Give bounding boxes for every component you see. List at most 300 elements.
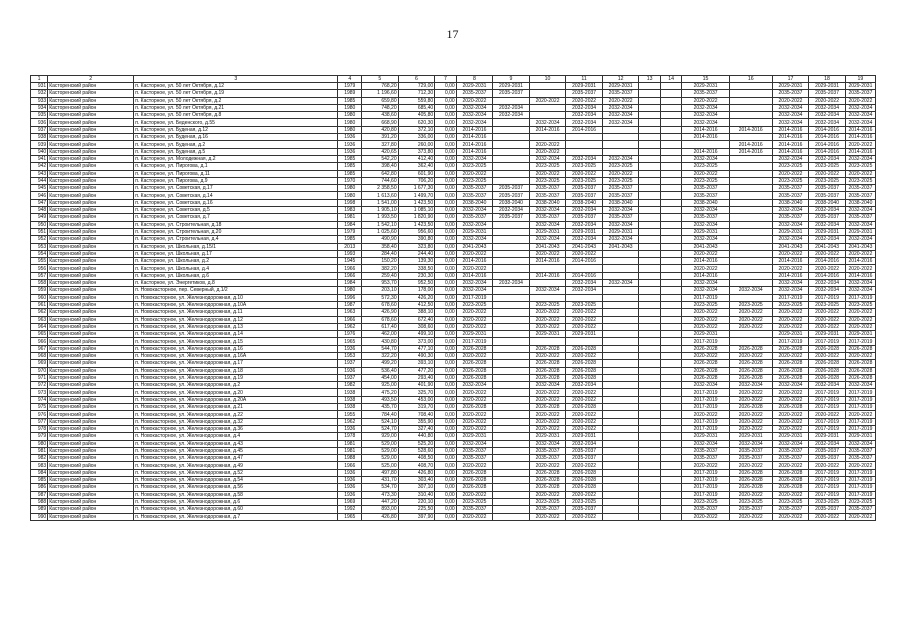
table-cell: 2038-2040 bbox=[845, 199, 875, 206]
table-cell: 2032-2034 bbox=[682, 382, 729, 389]
table-cell: п. Новокасторное, ул. Железнодорожная, д.36 bbox=[134, 425, 338, 432]
column-header: 4 bbox=[338, 76, 362, 83]
table-cell: 2017-2019 bbox=[845, 338, 875, 345]
table-cell: 929,00 bbox=[362, 433, 399, 440]
table-cell: 1 423,50 bbox=[398, 199, 435, 206]
table-cell bbox=[493, 243, 530, 250]
table-cell: 2014-2016 bbox=[456, 148, 493, 155]
table-cell bbox=[529, 104, 566, 111]
table-cell bbox=[639, 243, 661, 250]
table-cell: 2035-2037 bbox=[772, 185, 809, 192]
table-cell: 980 bbox=[31, 440, 48, 447]
table-cell: 2035-2037 bbox=[772, 90, 809, 97]
table-cell: 2020-2022 bbox=[845, 309, 875, 316]
table-cell: 150,20 bbox=[362, 258, 399, 265]
table-cell: Касторенский район bbox=[48, 250, 134, 257]
table-cell bbox=[660, 134, 682, 141]
table-cell: 2041-2043 bbox=[456, 243, 493, 250]
table-cell: 2029-2031 bbox=[809, 83, 846, 90]
table-cell: 2020-2022 bbox=[845, 170, 875, 177]
table-cell bbox=[602, 301, 639, 308]
table-cell: Касторенский район bbox=[48, 199, 134, 206]
table-cell: 979 bbox=[31, 433, 48, 440]
table-cell bbox=[660, 112, 682, 119]
table-cell: 620,30 bbox=[398, 119, 435, 126]
table-cell: 2032-2034 bbox=[602, 104, 639, 111]
table-cell: 2035-2037 bbox=[602, 192, 639, 199]
table-cell: 2020-2022 bbox=[682, 352, 729, 359]
table-cell: 2032-2034 bbox=[529, 119, 566, 126]
table-cell: 2032-2034 bbox=[845, 280, 875, 287]
table-cell: 327,80 bbox=[362, 141, 399, 148]
table-cell: 2032-2034 bbox=[602, 119, 639, 126]
table-cell: 529,00 bbox=[362, 440, 399, 447]
table-cell: 2032-2034 bbox=[809, 440, 846, 447]
table-cell: 325,70 bbox=[398, 389, 435, 396]
table-cell: 2035-2037 bbox=[529, 214, 566, 221]
table-cell: 2020-2022 bbox=[772, 309, 809, 316]
table-cell: 2020-2022 bbox=[729, 352, 772, 359]
table-cell bbox=[660, 214, 682, 221]
table-row bbox=[31, 440, 876, 447]
table-cell: 941 bbox=[31, 155, 48, 162]
table-cell: 2020-2022 bbox=[772, 462, 809, 469]
table-cell: Касторенский район bbox=[48, 396, 134, 403]
table-cell: 2020-2022 bbox=[456, 513, 493, 520]
table-cell: 2032-2034 bbox=[682, 221, 729, 228]
table-cell: Касторенский район bbox=[48, 155, 134, 162]
table-cell: 2035-2037 bbox=[845, 506, 875, 513]
table-cell: 2020-2022 bbox=[682, 309, 729, 316]
table-cell: 2020-2022 bbox=[809, 170, 846, 177]
table-cell: 2029-2031 bbox=[682, 228, 729, 235]
table-cell: 2017-2019 bbox=[845, 484, 875, 491]
table-cell: 2017-2019 bbox=[809, 477, 846, 484]
table-cell bbox=[639, 331, 661, 338]
table-cell: 373,80 bbox=[398, 148, 435, 155]
table-cell: 0,00 bbox=[435, 141, 457, 148]
table-cell: 2020-2022 bbox=[682, 513, 729, 520]
table-cell bbox=[660, 265, 682, 272]
table-cell: 2035-2037 bbox=[772, 214, 809, 221]
table-cell bbox=[660, 309, 682, 316]
table-cell: 420,80 bbox=[362, 126, 399, 133]
table-row bbox=[31, 192, 876, 199]
table-cell bbox=[602, 425, 639, 432]
table-header-row bbox=[31, 76, 876, 83]
table-cell: 955 bbox=[31, 258, 48, 265]
table-cell: 525,00 bbox=[362, 462, 399, 469]
table-cell: 2014-2016 bbox=[682, 148, 729, 155]
table-row bbox=[31, 214, 876, 221]
table-row bbox=[31, 323, 876, 330]
table-cell: 2023-2025 bbox=[529, 498, 566, 505]
table-cell: 672,40 bbox=[398, 316, 435, 323]
table-cell: 435,70 bbox=[362, 404, 399, 411]
table-cell: 308,60 bbox=[398, 323, 435, 330]
table-cell: 2035-2037 bbox=[456, 185, 493, 192]
table-cell: 2038-2040 bbox=[809, 199, 846, 206]
table-cell bbox=[660, 119, 682, 126]
table-cell: 2023-2025 bbox=[772, 177, 809, 184]
table-cell: 2020-2022 bbox=[772, 265, 809, 272]
table-cell: 1969 bbox=[338, 498, 362, 505]
table-cell: 2041-2043 bbox=[845, 243, 875, 250]
table-cell bbox=[639, 433, 661, 440]
table-cell: 2020-2022 bbox=[529, 411, 566, 418]
table-cell: 1965 bbox=[338, 338, 362, 345]
table-cell: 2026-2028 bbox=[529, 360, 566, 367]
table-cell: 2032-2034 bbox=[456, 287, 493, 294]
table-cell: 1 820,90 bbox=[398, 214, 435, 221]
table-cell bbox=[660, 404, 682, 411]
table-cell: 977 bbox=[31, 418, 48, 425]
table-cell bbox=[493, 331, 530, 338]
table-cell: п. Касторное, ул. Советская, д.7 bbox=[134, 214, 338, 221]
table-cell: 2035-2037 bbox=[566, 214, 603, 221]
table-cell: 0,00 bbox=[435, 280, 457, 287]
table-cell: 0,00 bbox=[435, 301, 457, 308]
table-cell: 2020-2022 bbox=[772, 396, 809, 403]
table-cell bbox=[682, 141, 729, 148]
table-cell: 668,90 bbox=[362, 119, 399, 126]
table-cell: 2029-2031 bbox=[845, 433, 875, 440]
table-cell bbox=[639, 141, 661, 148]
table-cell bbox=[529, 90, 566, 97]
table-cell: 2032-2034 bbox=[809, 280, 846, 287]
table-cell bbox=[639, 323, 661, 330]
table-cell: 969 bbox=[31, 360, 48, 367]
table-cell bbox=[660, 148, 682, 155]
table-cell: 2032-2034 bbox=[682, 104, 729, 111]
table-cell: 1 677,30 bbox=[398, 185, 435, 192]
table-cell: 2020-2022 bbox=[772, 411, 809, 418]
table-cell: 2023-2025 bbox=[845, 177, 875, 184]
table-cell: 2017-2019 bbox=[809, 396, 846, 403]
table-cell: 2017-2019 bbox=[772, 338, 809, 345]
table-cell: 2026-2028 bbox=[845, 367, 875, 374]
table-cell: 2020-2022 bbox=[772, 513, 809, 520]
table-cell: 1976 bbox=[338, 331, 362, 338]
table-cell: 2035-2037 bbox=[682, 447, 729, 454]
table-cell: 1980 bbox=[338, 185, 362, 192]
table-cell: 2029-2031 bbox=[566, 331, 603, 338]
table-cell bbox=[602, 309, 639, 316]
table-row bbox=[31, 301, 876, 308]
table-cell: 2032-2034 bbox=[602, 207, 639, 214]
table-cell: 2023-2025 bbox=[845, 163, 875, 170]
table-cell: 2041-2043 bbox=[566, 243, 603, 250]
table-cell bbox=[529, 294, 566, 301]
table-cell: 2014-2016 bbox=[772, 141, 809, 148]
table-cell: 934 bbox=[31, 104, 48, 111]
table-cell: 2032-2034 bbox=[809, 119, 846, 126]
table-cell: 0,00 bbox=[435, 228, 457, 235]
table-cell: 536,40 bbox=[362, 367, 399, 374]
table-cell: п. Новокасторное, ул. Железнодорожная, д.22 bbox=[134, 411, 338, 418]
table-row bbox=[31, 382, 876, 389]
table-cell bbox=[660, 104, 682, 111]
table-cell: п. Касторное, ул. Строительная, д.4 bbox=[134, 236, 338, 243]
table-cell: 2020-2022 bbox=[566, 170, 603, 177]
table-cell bbox=[660, 396, 682, 403]
table-cell: 2017-2019 bbox=[682, 477, 729, 484]
table-cell: 2035-2037 bbox=[729, 506, 772, 513]
table-cell: 2020-2022 bbox=[772, 418, 809, 425]
table-cell: 2017-2019 bbox=[772, 294, 809, 301]
table-cell: 1936 bbox=[338, 367, 362, 374]
table-cell: 2020-2022 bbox=[772, 97, 809, 104]
table-cell: 408,70 bbox=[398, 462, 435, 469]
table-cell: 1988 bbox=[338, 455, 362, 462]
table-cell: 2023-2025 bbox=[456, 163, 493, 170]
table-cell bbox=[660, 477, 682, 484]
table-cell: 2029-2031 bbox=[845, 228, 875, 235]
table-cell: 2014-2016 bbox=[729, 148, 772, 155]
table-cell bbox=[729, 97, 772, 104]
table-cell: 2020-2022 bbox=[809, 265, 846, 272]
table-cell: п. Касторное, ул. Пирогова, д.1 bbox=[134, 163, 338, 170]
table-cell: 2026-2028 bbox=[529, 367, 566, 374]
table-row bbox=[31, 250, 876, 257]
table-cell: 2026-2028 bbox=[456, 469, 493, 476]
table-cell: 0,00 bbox=[435, 90, 457, 97]
table-cell: 1985 bbox=[338, 236, 362, 243]
table-cell bbox=[493, 513, 530, 520]
table-cell bbox=[639, 83, 661, 90]
table-row bbox=[31, 469, 876, 476]
table-cell bbox=[493, 425, 530, 432]
table-cell bbox=[660, 484, 682, 491]
table-cell: 0,00 bbox=[435, 112, 457, 119]
table-cell: п. Новокасторное, ул. Железнодорожная, д.16А bbox=[134, 352, 338, 359]
table-cell: 2017-2019 bbox=[456, 294, 493, 301]
table-cell: 939 bbox=[31, 141, 48, 148]
table-cell: 490,90 bbox=[362, 236, 399, 243]
table-cell bbox=[566, 148, 603, 155]
table-cell: п. Касторное, ул. Буденая, д.2 bbox=[134, 141, 338, 148]
table-cell bbox=[729, 294, 772, 301]
table-cell: Касторенский район bbox=[48, 360, 134, 367]
table-cell: 0,00 bbox=[435, 389, 457, 396]
table-cell: 440,80 bbox=[398, 433, 435, 440]
table-cell bbox=[729, 250, 772, 257]
table-cell: 2020-2022 bbox=[682, 316, 729, 323]
table-cell bbox=[639, 301, 661, 308]
table-cell: 2020-2022 bbox=[566, 97, 603, 104]
table-cell: 1955 bbox=[338, 411, 362, 418]
table-cell: 2032-2034 bbox=[772, 440, 809, 447]
table-cell: 2029-2031 bbox=[845, 83, 875, 90]
table-cell: 2020-2022 bbox=[809, 250, 846, 257]
table-cell: 0,00 bbox=[435, 455, 457, 462]
table-cell: 2029-2031 bbox=[529, 433, 566, 440]
table-row bbox=[31, 418, 876, 425]
table-cell: 2032-2034 bbox=[729, 287, 772, 294]
table-cell: 2020-2022 bbox=[456, 309, 493, 316]
table-cell: 2029-2031 bbox=[772, 331, 809, 338]
table-cell: 358,40 bbox=[362, 243, 399, 250]
table-cell: 2035-2037 bbox=[682, 214, 729, 221]
table-cell: Касторенский район bbox=[48, 316, 134, 323]
table-cell bbox=[493, 323, 530, 330]
table-row bbox=[31, 112, 876, 119]
table-cell: 477,20 bbox=[398, 367, 435, 374]
table-cell: 2029-2031 bbox=[566, 433, 603, 440]
table-cell bbox=[660, 447, 682, 454]
table-cell: 617,40 bbox=[362, 323, 399, 330]
table-cell: 2026-2028 bbox=[529, 345, 566, 352]
table-cell: 426,90 bbox=[362, 309, 399, 316]
table-cell: 2035-2037 bbox=[729, 455, 772, 462]
table-cell: Касторенский район bbox=[48, 90, 134, 97]
table-cell: 2014-2016 bbox=[729, 141, 772, 148]
table-cell: 2032-2034 bbox=[493, 112, 530, 119]
column-header: 17 bbox=[772, 76, 809, 83]
table-cell: 2032-2034 bbox=[456, 280, 493, 287]
table-cell: 203,10 bbox=[362, 287, 399, 294]
table-cell bbox=[602, 250, 639, 257]
table-cell: 2026-2028 bbox=[845, 345, 875, 352]
table-cell bbox=[639, 447, 661, 454]
table-cell: 0,00 bbox=[435, 491, 457, 498]
table-cell: 2020-2022 bbox=[529, 170, 566, 177]
table-cell: 1984 bbox=[338, 280, 362, 287]
table-cell: 642,80 bbox=[362, 170, 399, 177]
table-cell: 2026-2028 bbox=[566, 484, 603, 491]
table-cell bbox=[493, 404, 530, 411]
table-cell: Касторенский район bbox=[48, 513, 134, 520]
table-cell bbox=[639, 272, 661, 279]
table-cell: 1993 bbox=[338, 250, 362, 257]
table-cell: п. Касторное, ул. Школьная, д.6 bbox=[134, 272, 338, 279]
table-cell: 2017-2019 bbox=[809, 484, 846, 491]
table-cell: 2032-2034 bbox=[456, 112, 493, 119]
table-cell: 951 bbox=[31, 228, 48, 235]
table-cell: 2029-2031 bbox=[682, 331, 729, 338]
table-cell: 322,20 bbox=[362, 352, 399, 359]
column-header: 8 bbox=[456, 76, 493, 83]
table-cell: 2032-2034 bbox=[682, 207, 729, 214]
table-cell: 0,00 bbox=[435, 513, 457, 520]
table-cell bbox=[602, 352, 639, 359]
table-cell: 2014-2016 bbox=[809, 148, 846, 155]
table-cell: 2023-2025 bbox=[456, 498, 493, 505]
table-cell: 2029-2031 bbox=[456, 228, 493, 235]
table-cell: 2020-2022 bbox=[566, 250, 603, 257]
table-cell: 2020-2022 bbox=[566, 491, 603, 498]
table-cell: 944 bbox=[31, 177, 48, 184]
table-cell: 947 bbox=[31, 199, 48, 206]
column-header: 3 bbox=[134, 76, 338, 83]
table-cell: п. Новокасторное, ул. Железнодорожная, д.2 bbox=[134, 382, 338, 389]
table-cell bbox=[493, 338, 530, 345]
table-row bbox=[31, 119, 876, 126]
table-cell: 2020-2022 bbox=[566, 425, 603, 432]
table-row bbox=[31, 90, 876, 97]
table-cell bbox=[602, 506, 639, 513]
table-cell: 2023-2025 bbox=[566, 301, 603, 308]
table-cell: 178,00 bbox=[398, 287, 435, 294]
table-cell: 0,00 bbox=[435, 199, 457, 206]
table-cell: 968 bbox=[31, 352, 48, 359]
table-cell: 0,00 bbox=[435, 396, 457, 403]
table-cell: п. Касторное, ул. Школьная, д.17 bbox=[134, 250, 338, 257]
table-cell: 2020-2022 bbox=[809, 323, 846, 330]
table-cell bbox=[639, 207, 661, 214]
table-cell bbox=[639, 309, 661, 316]
table-cell bbox=[639, 163, 661, 170]
table-cell: 1962 bbox=[338, 418, 362, 425]
table-cell: 2032-2034 bbox=[772, 236, 809, 243]
table-cell: п. Новокасторное, ул. Железнодорожная, д.45 bbox=[134, 447, 338, 454]
table-cell bbox=[493, 469, 530, 476]
table-cell: 2020-2022 bbox=[566, 411, 603, 418]
table-cell: 0,00 bbox=[435, 177, 457, 184]
table-cell: 2014-2016 bbox=[456, 134, 493, 141]
table-cell: Касторенский район bbox=[48, 382, 134, 389]
table-cell: 2020-2022 bbox=[729, 513, 772, 520]
table-cell: 2029-2031 bbox=[529, 228, 566, 235]
table-row bbox=[31, 243, 876, 250]
table-cell: 0,00 bbox=[435, 185, 457, 192]
table-cell: 987 bbox=[31, 491, 48, 498]
table-cell: Касторенский район bbox=[48, 433, 134, 440]
table-row bbox=[31, 287, 876, 294]
table-cell bbox=[493, 360, 530, 367]
table-cell bbox=[639, 411, 661, 418]
table-cell bbox=[729, 104, 772, 111]
table-cell: 2035-2037 bbox=[493, 90, 530, 97]
table-cell: 972 bbox=[31, 382, 48, 389]
table-cell: 2014-2016 bbox=[729, 126, 772, 133]
table-cell: 768,20 bbox=[362, 83, 399, 90]
table-cell: 1 542,10 bbox=[362, 221, 399, 228]
table-cell: 986 bbox=[31, 484, 48, 491]
table-cell: Касторенский район bbox=[48, 338, 134, 345]
table-cell: Касторенский район bbox=[48, 374, 134, 381]
table-cell: 0,00 bbox=[435, 97, 457, 104]
table-cell: 2035-2037 bbox=[602, 214, 639, 221]
table-cell: 2032-2034 bbox=[456, 119, 493, 126]
table-cell: 2032-2034 bbox=[772, 382, 809, 389]
table-cell bbox=[729, 258, 772, 265]
table-cell: Касторенский район bbox=[48, 287, 134, 294]
table-cell: 959 bbox=[31, 287, 48, 294]
table-cell: 2026-2028 bbox=[729, 345, 772, 352]
table-cell bbox=[729, 207, 772, 214]
table-cell: 0,00 bbox=[435, 250, 457, 257]
table-cell: 2032-2034 bbox=[845, 104, 875, 111]
table-cell bbox=[639, 97, 661, 104]
table-cell: п. Новокасторное, ул. Железнодорожная, д.56 bbox=[134, 484, 338, 491]
table-cell: 382,20 bbox=[362, 265, 399, 272]
table-row bbox=[31, 498, 876, 505]
table-cell: 2032-2034 bbox=[529, 440, 566, 447]
table-cell: 2014-2016 bbox=[845, 134, 875, 141]
table-cell: 1936 bbox=[338, 491, 362, 498]
table-cell: 2020-2022 bbox=[529, 97, 566, 104]
table-cell: Касторенский район bbox=[48, 221, 134, 228]
table-cell: 2035-2037 bbox=[682, 506, 729, 513]
table-cell: 2026-2028 bbox=[456, 374, 493, 381]
table-cell: 2020-2022 bbox=[456, 411, 493, 418]
table-cell bbox=[660, 455, 682, 462]
table-cell: 0,00 bbox=[435, 83, 457, 90]
table-cell: 2029-2031 bbox=[493, 83, 530, 90]
table-cell: 984 bbox=[31, 469, 48, 476]
table-cell: 2023-2025 bbox=[809, 498, 846, 505]
